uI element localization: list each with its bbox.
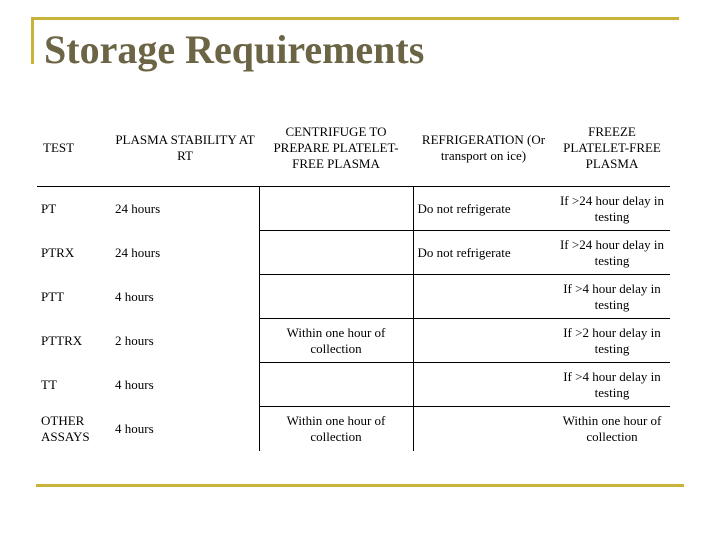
cell-centrifuge: Within one hour of collection — [259, 407, 413, 451]
cell-test: OTHER ASSAYS — [41, 412, 90, 444]
table-row — [37, 275, 670, 319]
cell-refrigeration: Do not refrigerate — [417, 200, 511, 216]
cell-freeze: Within one hour of collection — [554, 407, 670, 451]
accent-rule-left — [31, 17, 34, 64]
accent-rule-bottom — [36, 484, 684, 487]
storage-requirements-table — [37, 110, 670, 451]
cell-refrigeration — [413, 407, 554, 451]
header-refrigeration: REFRIGERATION (Or transport on ice) — [413, 110, 554, 187]
cell-freeze: If >24 hour delay in testing — [559, 192, 665, 224]
cell-refrigeration — [413, 275, 554, 319]
cell-freeze: If >2 hour delay in testing — [554, 319, 670, 363]
cell-test: PTT — [41, 288, 65, 304]
cell-centrifuge — [259, 275, 413, 319]
header-freeze: FREEZE PLATELET-FREE PLASMA — [554, 110, 670, 187]
page-title: Storage Requirements — [44, 27, 425, 72]
cell-stability: 24 hours — [115, 200, 161, 216]
cell-refrigeration — [413, 363, 554, 407]
cell-freeze: If >4 hour delay in testing — [554, 363, 670, 407]
cell-centrifuge — [259, 187, 413, 231]
cell-refrigeration: Do not refrigerate — [413, 231, 554, 275]
cell-stability: 2 hours — [115, 332, 154, 348]
table-row — [37, 363, 670, 407]
accent-rule-top — [31, 17, 679, 20]
cell-freeze: If >4 hour delay in testing — [554, 275, 670, 319]
cell-centrifuge — [259, 231, 413, 275]
header-centrifuge: CENTRIFUGE TO PREPARE PLATELET-FREE PLASMA — [259, 110, 413, 187]
cell-centrifuge — [259, 363, 413, 407]
table-row — [37, 187, 670, 231]
cell-freeze: If >24 hour delay in testing — [554, 231, 670, 275]
table-row — [37, 407, 670, 451]
cell-stability: 4 hours — [115, 420, 154, 436]
cell-refrigeration — [413, 319, 554, 363]
cell-stability: 4 hours — [115, 288, 154, 304]
header-test: TEST — [37, 110, 111, 187]
cell-stability: 24 hours — [115, 244, 161, 260]
table-header-row — [37, 110, 670, 187]
cell-test: PT — [41, 200, 57, 216]
cell-test: PTRX — [41, 244, 75, 260]
cell-test: PTTRX — [41, 332, 83, 348]
cell-stability: 4 hours — [115, 376, 154, 392]
cell-centrifuge: Within one hour of collection — [259, 319, 413, 363]
table-row — [37, 319, 670, 363]
cell-test: TT — [41, 376, 57, 392]
header-plasma-stability: PLASMA STABILITY AT RT — [111, 110, 259, 187]
table-row — [37, 231, 670, 275]
